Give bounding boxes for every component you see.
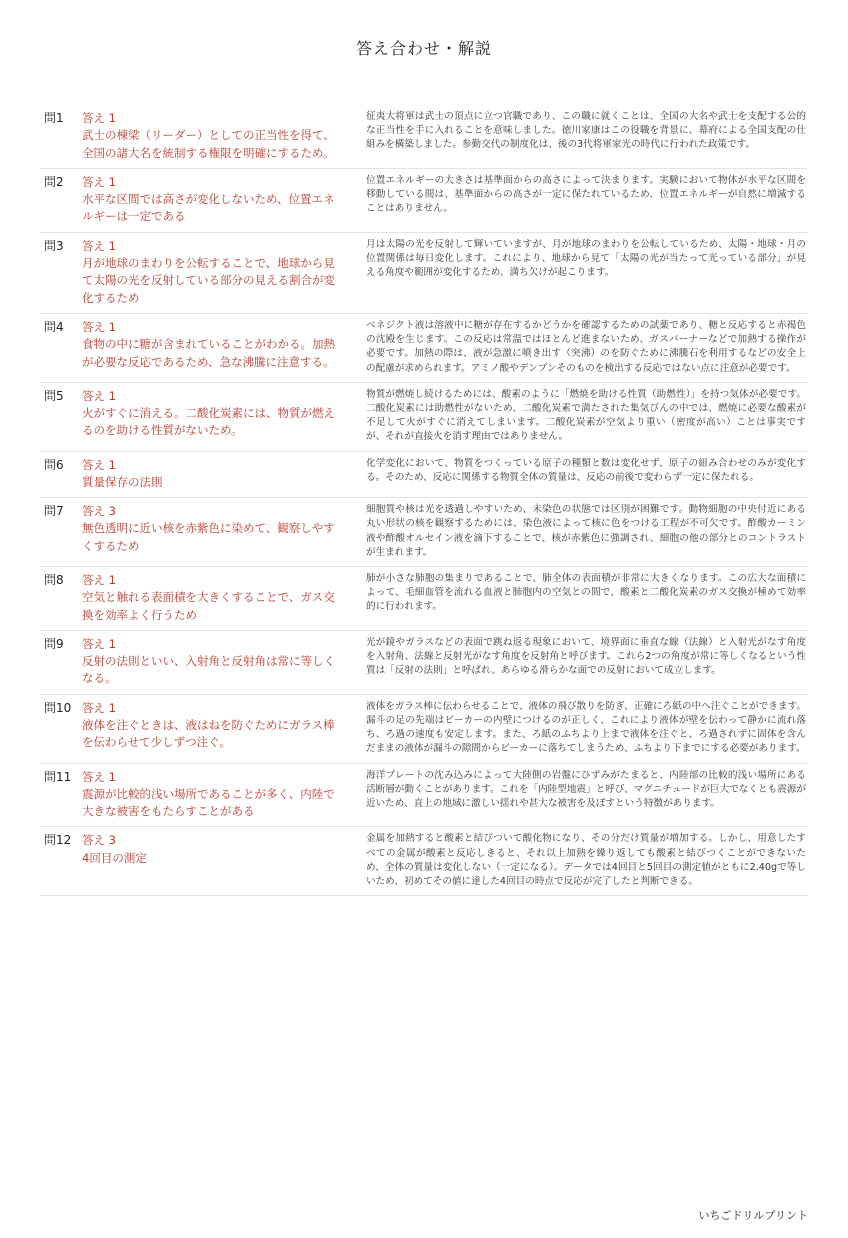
answer-cell: [82, 700, 350, 757]
answer-text: 食物の中に糖が含まれていることがわかる。加熱が必要な反応であるため、急な沸騰に注意する。: [82, 337, 335, 369]
page-title: 答え合わせ・解説: [355, 39, 492, 58]
question-number: 問12: [44, 833, 72, 848]
answer-row: [40, 695, 808, 764]
answer-text: 4回目の測定: [82, 850, 147, 865]
answer-label: 答え 1: [82, 573, 116, 587]
answer-row: [40, 105, 808, 169]
answer-text: 無色透明に近い核を赤紫色に染めて、観察しやすくするため: [82, 521, 335, 553]
answer-row: [40, 233, 808, 314]
answer-label: 答え 1: [82, 174, 116, 189]
answer-row: [40, 383, 808, 452]
answer-text: 反射の法則といい、入射角と反射角は常に等しくなる。: [82, 654, 335, 686]
question-number: 問5: [44, 388, 64, 403]
answer-cell: [82, 457, 350, 492]
answer-label: 答え 1: [82, 636, 116, 651]
answer-cell: [82, 110, 350, 162]
answer-label: 答え 1: [82, 319, 116, 334]
answer-cell: [82, 174, 350, 226]
explanation-text: 細胞質や核は光を透過しやすいため、未染色の状態では区別が困難です。動物細胞の中央付近にある丸い形状の核を観察するためには、染色液によって核に色をつける工程が不可欠です。酢酸カーミン液や酢酸オルセイン液を滴下することで、核が赤紫色に強調され、細胞の他の部分とのコントラストが生まれます。: [366, 504, 806, 558]
explanation-text: 液体をガラス棒に伝わらせることで、液体の飛び散りを防ぎ、正確にろ紙の中へ注ぐことができます。漏斗の足の先端はビーカーの内壁につけるのが正しく、これにより液体が壁を伝わって静かに流れ落ち、ろ過の速度も安定します。また、ろ紙のふちより上まで液体を注ぐと、ろ過されずに固体を含んだままの液体が漏斗の隙間からビーカーに落ちてしまうため、ふちより下までにする必要があります。: [366, 700, 806, 755]
answer-text: 質量保存の法則: [82, 474, 163, 489]
answer-text: 月が地球のまわりを公転することで、地球から見て太陽の光を反射している部分の見える割合が変化するため: [82, 256, 335, 305]
answer-label: 答え 1: [82, 769, 116, 784]
question-number: 問4: [44, 319, 64, 334]
answer-cell: [82, 238, 350, 307]
question-number: 問2: [44, 174, 64, 189]
explanation-text: 化学変化において、物質をつくっている原子の種類と数は変化せず、原子の組み合わせのみが変化する。そのため、反応に関係する物質全体の質量は、反応の前後で変わらず一定に保たれる。: [366, 457, 806, 483]
explanation-text: 物質が燃焼し続けるためには、酸素のように「燃焼を助ける性質（助燃性）」を持つ気体が必要です。二酸化炭素には助燃性がないため、二酸化炭素で満たされた集気びんの中では、燃焼に必要な酸素が不足して火がすぐに消えてしまいます。二酸化炭素が空気より重い（密度が高い）ことは事実ですが、それが直接火を消す理由ではありません。: [366, 388, 806, 443]
answer-row: [40, 452, 808, 499]
answer-text: 武士の棟梁（リーダー）としての正当性を得て、全国の諸大名を統制する権限を明確にするため。: [82, 128, 335, 160]
answer-label: 答え 1: [82, 457, 116, 472]
explanation-text: 征夷大将軍は武士の頂点に立つ官職であり、この職に就くことは、全国の大名や武士を支配する公的な正当性を手に入れることを意味しました。徳川家康はこの役職を背景に、幕府による全国支配の仕組みを構築しました。参勤交代の制度化は、後の3代将軍家光の時代に行われた政策です。: [366, 111, 806, 151]
answer-label: 答え 1: [82, 700, 116, 715]
answer-cell: [82, 832, 350, 889]
answer-row: [40, 631, 808, 695]
answer-text: 空気と触れる表面積を大きくすることで、ガス交換を効率よく行うため: [82, 590, 335, 622]
question-number: 問7: [44, 504, 64, 519]
explanation-text: 海洋プレートの沈み込みによって大陸側の岩盤にひずみがたまると、内陸部の比較的浅い場所にある活断層が動くことがあります。これを「内陸型地震」と呼び、マグニチュードが巨大でなくとも震源が近いため、直上の地域に激しい揺れや甚大な被害を及ぼすという特徴があります。: [366, 769, 806, 809]
answer-label: 答え 1: [82, 388, 116, 403]
answer-row: [40, 498, 808, 567]
explanation-text: 肺が小さな肺胞の集まりであることで、肺全体の表面積が非常に大きくなります。この広大な面積によって、毛細血管を流れる血液と肺胞内の空気との間で、酸素と二酸化炭素のガス交換が極めて効率的に行われます。: [366, 573, 806, 613]
answer-row: [40, 827, 808, 896]
answer-row: [40, 567, 808, 631]
footer-brand: いちごドリルプリント: [698, 1209, 808, 1222]
answer-row: [40, 764, 808, 828]
question-number: 問3: [44, 238, 64, 253]
question-number: 問10: [44, 700, 72, 715]
answer-row: [40, 314, 808, 383]
answer-row: [40, 169, 808, 233]
answer-cell: [82, 503, 350, 560]
explanation-text: 月は太陽の光を反射して輝いていますが、月が地球のまわりを公転しているため、太陽・地球・月の位置関係は毎日変化します。これにより、地球から見て「太陽の光が当たって光っている部分」が見える角度や範囲が変化するため、満ち欠けが起こります。: [366, 238, 806, 279]
explanation-text: 金属を加熱すると酸素と結びついて酸化物になり、その分だけ質量が増加する。しかし、用意したすべての金属が酸素と反応しきると、それ以上加熱を繰り返しても酸素と結びつくことができないため、全体の質量は変化しない（一定になる）。データでは4回目と5回目の測定値がともに2.40gで等しいため、初めてその値に達した4回目の時点で反応が完了したと判断できる。: [366, 833, 806, 888]
question-number: 問8: [44, 573, 64, 587]
answer-cell: [82, 636, 350, 688]
answer-cell: [82, 572, 350, 624]
answer-cell: [82, 388, 350, 445]
question-number: 問11: [44, 769, 72, 784]
answer-text: 水平な区間では高さが変化しないため、位置エネルギーは一定である: [82, 192, 335, 224]
explanation-text: 位置エネルギーの大きさは基準面からの高さによって決まります。実験において物体が水平な区間を移動している間は、基準面からの高さが一定に保たれているため、位置エネルギーが自然に増減することはありません。: [366, 174, 806, 215]
explanation-text: ベネジクト液は溶液中に糖が存在するかどうかを確認するための試薬であり、糖と反応すると赤褐色の沈殿を生じます。この反応は常温ではほとんど進まないため、ガスバーナーなどで加熱する操作が必要です。加熱の際は、液が急激に噴き出す（突沸）のを防ぐために沸騰石を利用するなどの安全上の配慮が求められます。アミノ酸やデンプンそのものを検出する反応ではない点に注意が必要です。: [366, 319, 806, 374]
question-number: 問1: [44, 111, 64, 125]
question-number: 問6: [44, 457, 64, 472]
explanation-text: 光が鏡やガラスなどの表面で跳ね返る現象において、境界面に垂直な線（法線）と入射光がなす角度を入射角、法線と反射光がなす角度を反射角と呼びます。これら2つの角度が常に等しくなるという性質は「反射の法則」と呼ばれ、あらゆる滑らかな面での反射において成立します。: [366, 636, 806, 677]
answer-label: 答え 1: [82, 111, 116, 125]
answer-text: 液体を注ぐときは、液はねを防ぐためにガラス棒を伝わらせて少しずつ注ぐ。: [82, 718, 335, 750]
question-number: 問9: [44, 636, 64, 651]
answer-cell: [82, 769, 350, 821]
answer-table: [40, 105, 808, 896]
answer-text: 火がすぐに消える。二酸化炭素には、物質が燃えるのを助ける性質がないため。: [82, 406, 335, 438]
answer-label: 答え 1: [82, 238, 116, 253]
answer-cell: [82, 319, 350, 376]
answer-text: 震源が比較的浅い場所であることが多く、内陸で大きな被害をもたらすことがある: [82, 786, 335, 819]
answer-label: 答え 3: [82, 504, 116, 519]
answer-label: 答え 3: [82, 833, 116, 848]
